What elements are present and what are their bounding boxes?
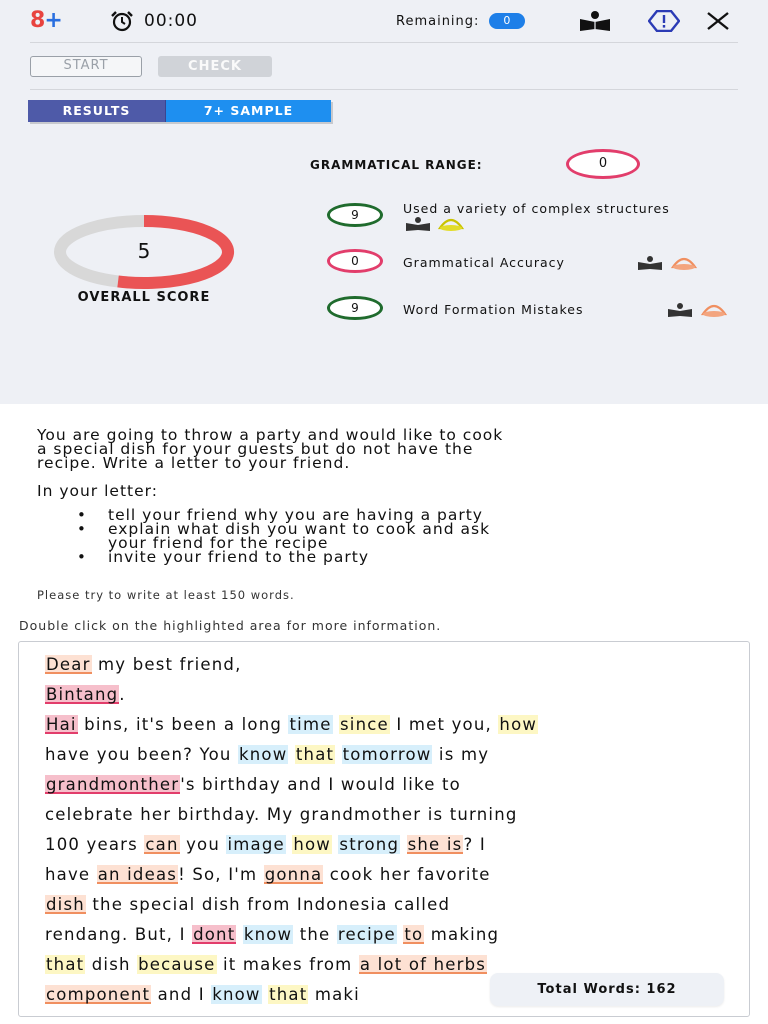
alarm-clock-icon <box>110 10 134 32</box>
highlighted-phrase[interactable]: that <box>269 985 308 1004</box>
hint-bell-icon[interactable] <box>700 302 728 318</box>
book-icon[interactable] <box>637 255 663 271</box>
bullet-text: • tell your friend why you are having a party <box>108 506 483 524</box>
highlighted-phrase[interactable]: Dear <box>46 655 91 674</box>
highlighted-phrase[interactable]: dont <box>193 925 236 944</box>
essay-text-segment: making <box>424 925 500 944</box>
highlighted-phrase[interactable]: Bintang <box>46 685 119 704</box>
prompt-line: a special dish for your guests but do not have the <box>37 440 474 458</box>
total-words-badge: Total Words: 162 <box>490 973 724 1006</box>
highlighted-phrase[interactable]: time <box>289 715 332 734</box>
essay-text-segment: 's birthday and I would like to <box>180 775 461 794</box>
task-bullets <box>77 508 490 564</box>
essay-text-segment: you <box>179 835 227 854</box>
essay-text-segment: is my <box>432 745 490 764</box>
essay-text-segment: dish <box>85 955 138 974</box>
essay-text-segment: maki <box>308 985 360 1004</box>
essay-line <box>45 920 725 950</box>
start-button[interactable]: START <box>30 56 142 77</box>
essay-text-segment: cook her favorite <box>323 865 491 884</box>
essay-line <box>45 740 725 770</box>
tab-bar <box>28 100 331 122</box>
top-bar <box>0 0 768 134</box>
highlighted-phrase[interactable]: know <box>239 745 288 764</box>
essay-line <box>45 830 725 860</box>
letter-intro: In your letter: <box>37 482 158 500</box>
essay-text-segment: ? I <box>463 835 486 854</box>
bullet-item <box>77 522 490 550</box>
overall-score-label: OVERALL SCORE <box>77 290 211 305</box>
open-book-icon[interactable] <box>578 10 612 32</box>
check-button[interactable]: CHECK <box>158 56 272 77</box>
essay-text-segment: 100 years <box>45 835 145 854</box>
highlighted-phrase[interactable]: dish <box>46 895 85 914</box>
grammatical-accuracy-label: Grammatical Accuracy <box>403 255 565 270</box>
essay-text-segment: my best friend, <box>91 655 242 674</box>
logo-plus: + <box>44 8 62 33</box>
prompt-line: You are going to throw a party and would like to cook <box>37 426 504 444</box>
essay-text-segment: ! So, I'm <box>178 865 264 884</box>
highlighted-phrase[interactable]: tomorrow <box>342 745 432 764</box>
essay-text-segment <box>288 745 294 764</box>
highlighted-phrase[interactable]: that <box>46 955 85 974</box>
highlighted-phrase[interactable]: know <box>243 925 293 944</box>
bullet-item <box>77 550 490 564</box>
logo-text: 8 <box>30 8 45 33</box>
remaining-label: Remaining: <box>396 13 480 29</box>
hint-bell-icon[interactable] <box>437 216 465 232</box>
bullet-text: • explain what dish you want to cook and ask <box>108 520 491 538</box>
essay-text-segment: I met you, <box>389 715 499 734</box>
highlighted-phrase[interactable]: an ideas <box>97 865 178 884</box>
score-ring-fill <box>118 221 228 283</box>
essay-text-segment: and I <box>151 985 212 1004</box>
close-icon[interactable] <box>706 12 730 30</box>
essay-line <box>45 890 725 920</box>
double-click-hint: Double click on the highlighted area for more information. <box>19 618 442 633</box>
highlighted-phrase[interactable]: component <box>46 985 151 1004</box>
report-issue-icon[interactable] <box>648 10 680 32</box>
essay-text-segment <box>400 835 406 854</box>
remaining-count-badge: 0 <box>489 13 525 29</box>
essay-line <box>45 800 725 830</box>
essay-text-segment: rendang. But, I <box>45 925 193 944</box>
grammatical-range-score: 0 <box>566 149 640 179</box>
prompt-line: recipe. Write a letter to your friend. <box>37 454 351 472</box>
highlighted-phrase[interactable]: a lot of herbs <box>359 955 487 974</box>
timer-value: 00:00 <box>144 11 198 31</box>
highlighted-phrase[interactable]: to <box>404 925 424 944</box>
essay-line <box>45 650 725 680</box>
task-prompt <box>37 428 737 470</box>
highlighted-phrase[interactable]: because <box>138 955 216 974</box>
essay-text-segment: the special dish from Indonesia called <box>85 895 451 914</box>
essay-line <box>45 860 725 890</box>
grammatical-accuracy-score: 0 <box>327 249 383 273</box>
complex-structures-score: 9 <box>327 203 383 227</box>
essay-text-segment: have you been? You <box>45 745 239 764</box>
tab-sample[interactable]: 7+ SAMPLE <box>166 100 331 122</box>
essay-line <box>45 680 725 710</box>
highlighted-phrase[interactable]: strong <box>339 835 400 854</box>
highlighted-phrase[interactable]: how <box>293 835 331 854</box>
highlighted-phrase[interactable]: grandmonther <box>46 775 180 794</box>
essay-text-segment: it makes from <box>216 955 359 974</box>
essay-text-segment: celebrate her birthday. My grandmother is turning <box>45 805 518 824</box>
min-words-hint: Please try to write at least 150 words. <box>37 588 295 602</box>
book-icon[interactable] <box>405 216 431 232</box>
hint-bell-icon[interactable] <box>670 255 698 271</box>
essay-text-segment <box>335 745 341 764</box>
highlighted-phrase[interactable]: how <box>499 715 538 734</box>
essay-text-segment: the <box>293 925 337 944</box>
highlighted-phrase[interactable]: image <box>227 835 285 854</box>
complex-structures-label: Used a variety of complex structures <box>403 201 670 216</box>
highlighted-phrase[interactable]: recipe <box>337 925 396 944</box>
bullet-text: • invite your friend to the party <box>108 548 370 566</box>
essay-text-segment: bins, it's been a long <box>77 715 289 734</box>
word-formation-score: 9 <box>327 296 383 320</box>
essay-line <box>45 770 725 800</box>
overall-score-value: 5 <box>137 239 151 263</box>
book-icon[interactable] <box>667 302 693 318</box>
essay-text-segment: have <box>45 865 97 884</box>
score-ring-track <box>60 221 144 281</box>
essay-box[interactable] <box>18 641 750 1017</box>
divider <box>30 42 738 43</box>
divider <box>30 89 738 90</box>
tab-results[interactable]: RESULTS <box>28 100 166 122</box>
grammatical-range-label: GRAMMATICAL RANGE: <box>310 158 483 172</box>
word-formation-label: Word Formation Mistakes <box>403 302 584 317</box>
highlighted-phrase[interactable]: since <box>340 715 389 734</box>
highlighted-phrase[interactable]: gonna <box>264 865 323 884</box>
bullet-text: your friend for the recipe <box>108 534 329 552</box>
app-logo <box>30 8 62 33</box>
highlighted-phrase[interactable]: can <box>145 835 179 854</box>
highlighted-phrase[interactable]: that <box>295 745 335 764</box>
overall-score-ring <box>52 215 236 291</box>
essay-text-segment <box>236 925 242 944</box>
essay-text-segment: . <box>119 685 126 704</box>
highlighted-phrase[interactable]: Hai <box>46 715 77 734</box>
highlighted-phrase[interactable]: she is <box>407 835 463 854</box>
highlighted-phrase[interactable]: know <box>212 985 261 1004</box>
essay-line <box>45 710 725 740</box>
remaining-counter <box>396 13 525 29</box>
essay-text <box>45 650 725 1010</box>
timer <box>110 10 198 32</box>
